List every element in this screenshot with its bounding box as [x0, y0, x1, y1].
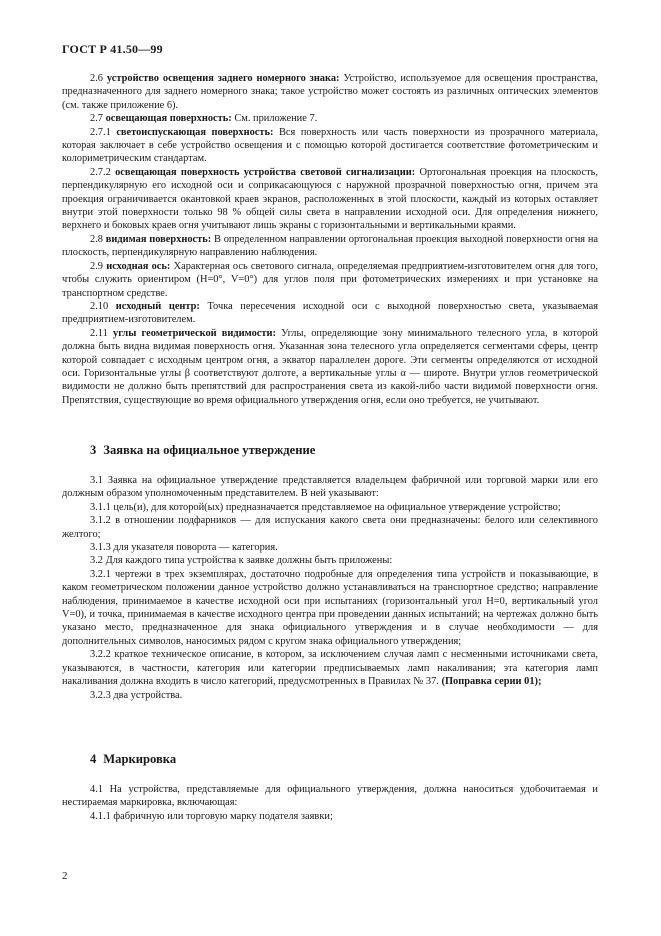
paragraph-3-1-2: 3.1.2 в отношении подфарников — для испускания какого света они предназначены: белого или селективного желтого;: [62, 515, 598, 540]
definition-2-7-2: 2.7.2 освещающая поверхность устройства световой сигнализации: Ортогональная проекция на плоскость, перпендикулярную его исходной оси и соприкасающуюся с наружной прозрачной поверхностью огня, причем эта проекция ограничивается окантовкой краев экранов, расположенных в этой плоскости, каждый из которых оставляет внутри этой поверхности только 98 % общей силы света в направлении исходной оси. Для определения нижнего, верхнего и боковых краев огня учитывают лишь экраны с горизонтальными и вертикальными краями.: [62, 166, 598, 232]
document-header: ГОСТ Р 41.50—99: [62, 42, 163, 56]
paragraph-3-1: 3.1 Заявка на официальное утверждение представляется владельцем фабричной или торговой марки или его должным образом уполномоченным представителем. В ней указывают:: [62, 475, 598, 500]
section-4-heading: 4 Маркировка: [90, 752, 177, 766]
paragraph-4-1: 4.1 На устройства, представляемые для официального утверждения, должна наноситься удобочитаемая и нестираемая маркировка, включающая:: [62, 784, 598, 809]
definition-2-6: 2.6 устройство освещения заднего номерного знака: Устройство, используемое для освещения пространства, предназначенного для заднего номерного знака; такое устройство может состоять из различных оптических элементов (см. также приложение 6).: [62, 73, 598, 111]
definition-2-11: 2.11 углы геометрической видимости: Углы, определяющие зону минимального телесного угла, в которой должна быть видна видимая поверхность огня. Указанная зона телесного угла определяется сегментами сферы, центр которой совпадает с исходным центром огня, а экватор параллелен дороге. Эти сегменты определяются от исходной оси. Горизонтальные углы β соответствуют долготе, а вертикальные углы α — широте. Внутри углов геометрической видимости не должно быть препятствий для распространения света из какой-либо части видимой поверхности огня. Препятствия, существующие во время официального утверждения огня, если оно требуется, не учитывают.: [62, 327, 598, 406]
paragraph-4-1-1: 4.1.1 фабричную или торговую марку подателя заявки;: [90, 810, 333, 822]
paragraph-3-2: 3.2 Для каждого типа устройства к заявке должны быть приложены:: [90, 555, 393, 567]
definition-2-9: 2.9 исходная ось: Характерная ось светового сигнала, определяемая предприятием-изготовителем огня для того, чтобы служить ориентиром (H=0°, V=0°) для углов поля при фотометрических измерениях и при установке на транспортном средстве.: [62, 260, 598, 299]
section-3-heading: 3 Заявка на официальное утверждение: [90, 443, 316, 457]
paragraph-3-2-1: 3.2.1 чертежи в трех экземплярах, достаточно подробные для определения типа устройств и показывающие, в каком геометрическом положении данное устройство должно устанавливаться на транспортное средство; направление наблюдения, принимаемое в качестве исходной оси при испытаниях (горизонтальный угол H=0, вертикальный угол V=0), и точка, принимаемая в качестве исходного центра при проведении данных испытаний; на чертежах должно быть указано место, предназначенное для знака официального утверждения и в случае необходимости — для дополнительных символов, наносимых рядом с кругом знака официального утверждения;: [62, 568, 598, 647]
definition-2-7: 2.7 освещающая поверхность: См. приложение 7.: [90, 113, 318, 125]
definition-2-7-1: 2.7.1 светоиспускающая поверхность: Вся поверхность или часть поверхности из прозрачного материала, которая заключает в себе устройство освещения и с помощью которой достигается соответствие фотометрическим и колориметрическим стандартам.: [62, 126, 598, 165]
paragraph-3-1-1: 3.1.1 цель(и), для которой(ых) предназначается представляемое на официальное утверждение устройство;: [90, 501, 561, 513]
definition-2-10: 2.10 исходный центр: Точка пересечения исходной оси с выходной поверхностью света, указываемая предприятием-изготовителем.: [62, 300, 598, 326]
definition-2-8: 2.8 видимая поверхность: В определенном направлении ортогональная проекция выходной поверхности огня на плоскость, перпендикулярную направлению наблюдения.: [62, 233, 598, 259]
paragraph-3-1-3: 3.1.3 для указателя поворота — категория.: [90, 542, 278, 554]
paragraph-3-2-2: 3.2.2 краткое техническое описание, в котором, за исключением случая ламп с несменными источниками света, указываются, в частности, категория или категории предписываемых ламп накаливания; эта категория ламп накаливания должна входить в число категорий, предусмотренных в Правилах № 37. (Поправка серии 01);: [62, 649, 598, 688]
page-number: 2: [62, 870, 68, 882]
section-3-body: [62, 474, 598, 702]
section-2-definitions: [62, 72, 598, 407]
section-4-body: [62, 783, 598, 823]
paragraph-3-2-3: 3.2.3 два устройства.: [90, 689, 183, 701]
